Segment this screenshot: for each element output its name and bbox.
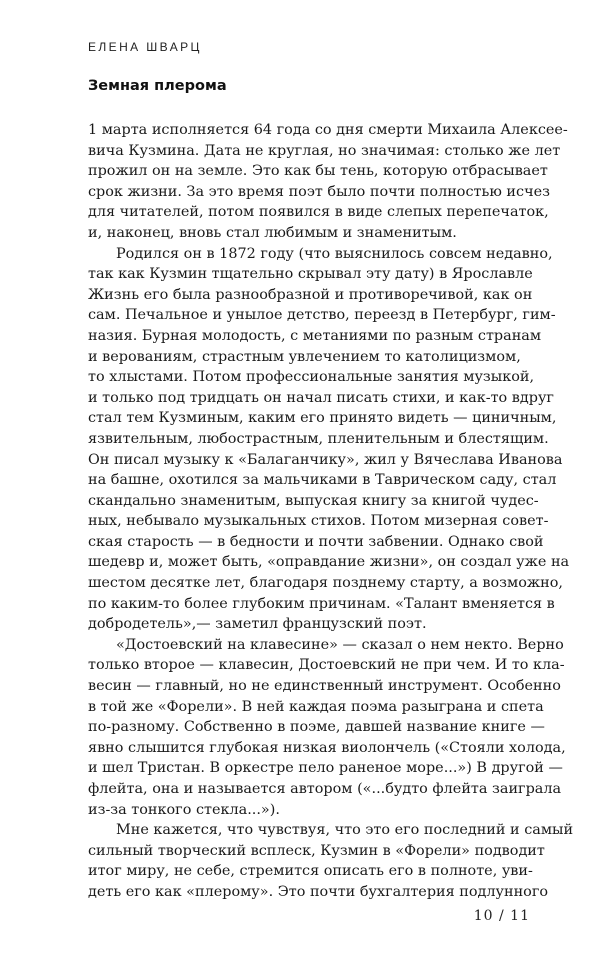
text-line: явно слышится глубокая низкая виолончель («Стояли холода, (88, 739, 566, 756)
text-line: язвительным, любострастным, пленительным и блестящим. (88, 430, 549, 447)
paragraph-start-line: Родился он в 1872 году (что выяснилось совсем недавно, (116, 245, 553, 262)
text-line: по каким-то более глубоким причинам. «Талант вменяется в (88, 595, 555, 612)
text-line: Жизнь его была разнообразной и противоречивой, как он (88, 286, 533, 303)
text-line: 1 марта исполняется 64 года со дня смерти Михаила Алексее- (88, 122, 568, 138)
text-line: на башне, охотился за мальчиками в Таврическом саду, стал (88, 472, 557, 489)
text-line: сильный творческий всплеск, Кузмин в «Форели» подводит (88, 842, 545, 859)
text-line: флейта, она и называется автором («...будто флейта заиграла (88, 781, 562, 797)
text-line: шестом десятке лет, благодаря позднему старту, а возможно, (88, 575, 563, 592)
text-line: прожил он на земле. Это как бы тень, которую отбрасывает (88, 163, 548, 180)
text-line: весин — главный, но не единственный инструмент. Особенно (88, 678, 561, 695)
running-head-author: ЕЛЕНА ШВАРЦ (88, 40, 202, 54)
text-line: ных, небывало музыкальных стихов. Потом мизерная совет- (88, 513, 549, 530)
text-line: и только под тридцать он начал писать стихи, и как-то вдруг (88, 389, 554, 406)
paragraph-start-line: «Достоевский на клавесине» — сказал о нем некто. Верно (116, 636, 564, 653)
text-line: только второе — клавесин, Достоевский не при чем. И то кла- (88, 657, 565, 674)
text-line: добродетель»,— заметил французский поэт. (88, 616, 427, 633)
text-line: так как Кузмин тщательно скрывал эту дату) в Ярославле (88, 266, 533, 283)
text-line: ская старость — в бедности и почти забвении. Однако свой (88, 533, 544, 550)
text-line: шедевр и, может быть, «оправдание жизни», он создал уже на (88, 554, 570, 571)
text-line: и верованиям, страстным увлечением то католицизмом, (88, 348, 521, 365)
text-line: и, наконец, вновь стал любимым и знаменитым. (88, 224, 457, 241)
text-line: по-разному. Собственно в поэме, давшей название книге — (88, 719, 545, 736)
paragraph-start-line: Мне кажется, что чувствуя, что это его последний и самый (116, 822, 574, 839)
text-line: то хлыстами. Потом профессиональные занятия музыкой, (88, 369, 535, 386)
article-title: Земная плерома (88, 78, 227, 94)
text-line: из-за тонкого стекла...»). (88, 801, 280, 818)
text-line: итог миру, не себе, стремится описать его в полноте, уви- (88, 863, 533, 880)
text-line: деть его как «плерому». Это почти бухгалтерия подлунного (88, 883, 549, 900)
text-line: сам. Печальное и унылое детство, переезд в Петербург, гим- (88, 307, 556, 324)
page-number: 10 / 11 (473, 908, 530, 924)
text-line: стал тем Кузминым, каким его принято видеть — циничным, (88, 410, 557, 427)
text-line: в той же «Форели». В ней каждая поэма разыграна и спета (88, 698, 544, 715)
text-line: Он писал музыку к «Балаганчику», жил у Вячеслава Иванова (88, 451, 563, 468)
text-line: для читателей, потом появился в виде слепых перепечаток, (88, 204, 549, 221)
text-line: назия. Бурная молодость, с метаниями по разным странам (88, 327, 542, 344)
text-line: скандально знаменитым, выпуская книгу за книгой чудес- (88, 492, 539, 509)
text-line: вича Кузмина. Дата не круглая, но значимая: столько же лет (88, 142, 561, 159)
article-body (88, 120, 574, 903)
text-line: и шел Тристан. В оркестре пело раненое море...») В другой — (88, 760, 563, 777)
text-line: срок жизни. За это время поэт было почти полностью исчез (88, 183, 550, 200)
